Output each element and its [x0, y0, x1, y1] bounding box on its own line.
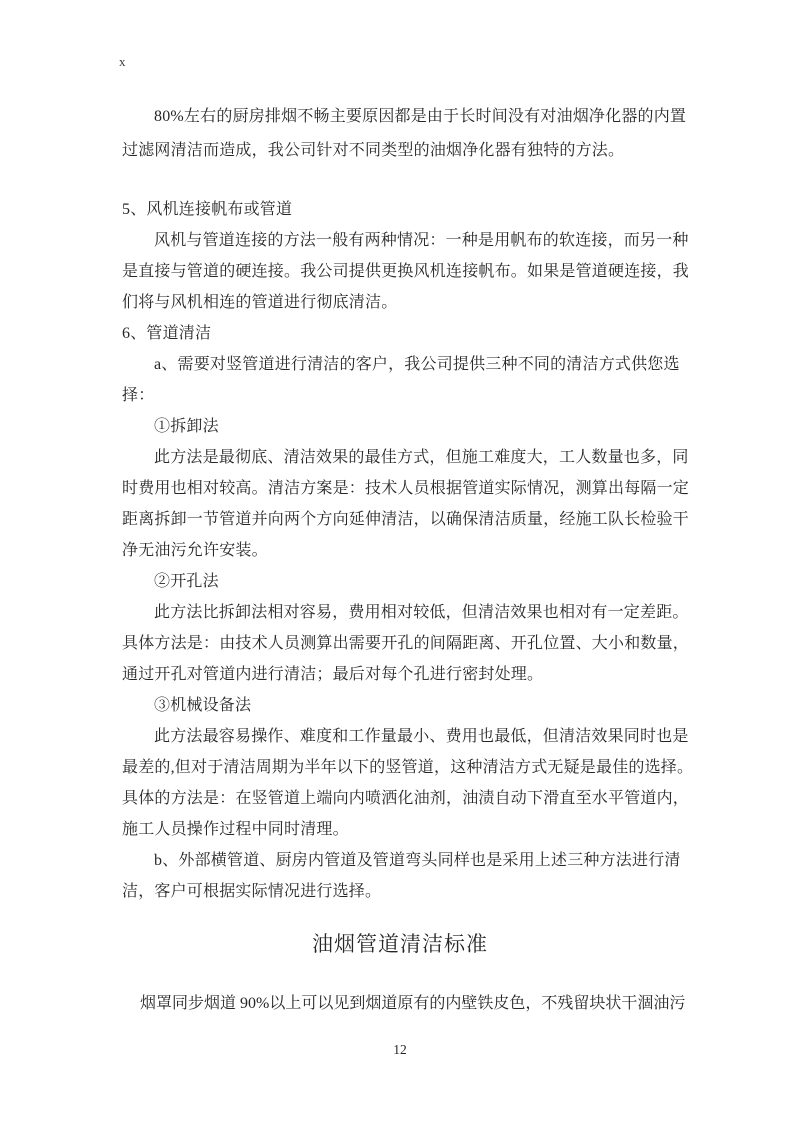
body-line: 此方法最容易操作、难度和工作量最小、费用也最低，但清洁效果同时也是 [154, 728, 689, 745]
body-line: 此方法是最彻底、清洁效果的最佳方式，但施工难度大，工人数量也多，同 [154, 449, 689, 466]
body-line: 距离拆卸一节管道并向两个方向延伸清洁，以确保清洁质量，经施工队长检验干 [122, 511, 690, 528]
body-line: a、需要对竖管道进行清洁的客户，我公司提供三种不同的清洁方式供您选 [154, 356, 680, 373]
body-line: b、外部横管道、厨房内管道及管道弯头同样也是采用上述三种方法进行清 [154, 852, 681, 869]
body-line: 择： [122, 387, 155, 404]
body-line: 此方法比拆卸法相对容易，费用相对较低，但清洁效果也相对有一定差距。 [154, 604, 689, 621]
list-heading-line: ①拆卸法 [154, 418, 219, 435]
body-line: 洁，客户可根据实际情况进行选择。 [122, 883, 382, 900]
page-content [122, 0, 694, 1059]
standards-line: 烟罩同步烟道 90%以上可以见到烟道原有的内壁铁皮色，不残留块状干涸油污 [140, 995, 686, 1012]
list-heading-line: 5、风机连接帆布或管道 [122, 201, 293, 218]
body-line: 80%左右的厨房排烟不畅主要原因都是由于长时间没有对油烟净化器的内置 [154, 108, 687, 125]
body-line: 最差的,但对于清洁周期为半年以下的竖管道，这种清洁方式无疑是最佳的选择。 [122, 759, 694, 776]
body-line: 过滤网清洁而造成，我公司针对不同类型的油烟净化器有独特的方法。 [122, 142, 625, 159]
body-line: 是直接与管道的硬连接。我公司提供更换风机连接帆布。如果是管道硬连接，我 [122, 263, 690, 280]
list-heading-line: ②开孔法 [154, 573, 219, 590]
main-text-block [122, 194, 694, 907]
body-line: 风机与管道连接的方法一般有两种情况：一种是用帆布的软连接，而另一种 [154, 232, 689, 249]
header-stray-text: x [119, 54, 126, 69]
body-line: 具体的方法是：在竖管道上端向内喷洒化油剂，油渍自动下滑直至水平管道内， [122, 790, 690, 807]
body-line: 们将与风机相连的管道进行彻底清洁。 [122, 294, 398, 311]
section-title: 油烟管道清洁标准 [312, 932, 488, 956]
body-line: 净无油污允许安装。 [122, 542, 268, 559]
list-heading-line: 6、管道清洁 [122, 325, 212, 342]
intro-paragraph [122, 100, 687, 168]
body-line: 时费用也相对较高。清洁方案是：技术人员根据管道实际情况，测算出每隔一定 [122, 480, 690, 497]
body-line: 通过开孔对管道内进行清洁；最后对每个孔进行密封处理。 [122, 666, 544, 683]
page-number: 12 [393, 1042, 407, 1057]
body-line: 施工人员操作过程中同时清理。 [122, 821, 349, 838]
list-heading-line: ③机械设备法 [154, 697, 252, 714]
body-line: 具体方法是：由技术人员测算出需要开孔的间隔距离、开孔位置、大小和数量， [122, 635, 690, 652]
